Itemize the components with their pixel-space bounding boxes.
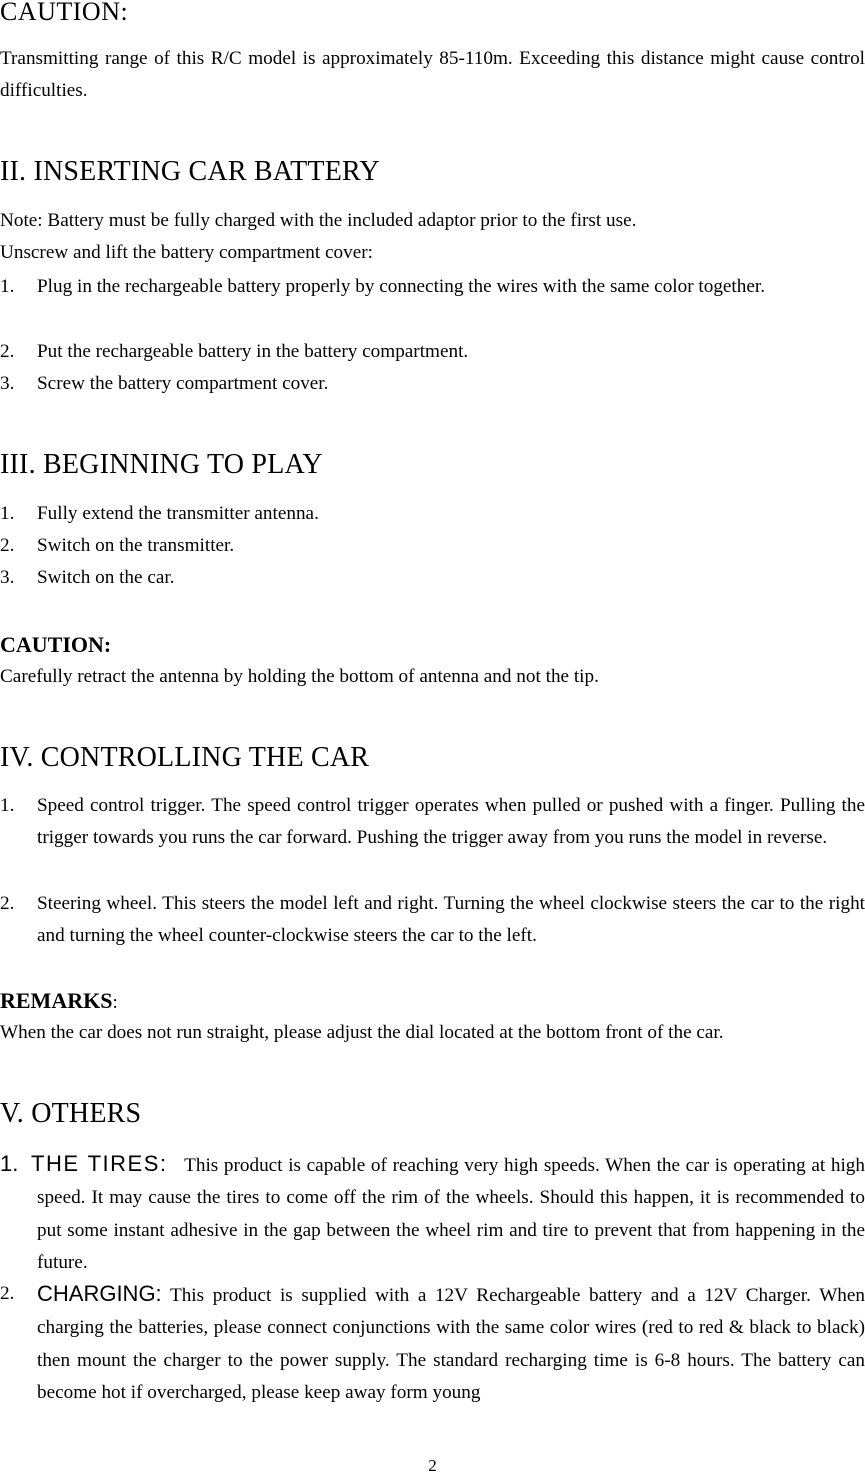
section-heading-others: V. OTHERS: [0, 1098, 142, 1129]
list-item: [0, 790, 865, 855]
battery-note: Note: Battery must be fully charged with the included adaptor prior to the first use.: [0, 210, 637, 231]
caution-subheading: CAUTION:: [0, 632, 112, 657]
list-number: 2.: [0, 1283, 15, 1304]
list-item: [0, 562, 865, 594]
list-number: 1.: [0, 276, 15, 297]
list-number: 3.: [0, 567, 15, 588]
tires-text: This product is capable of reaching very high speeds. When the car is operating at high speed. It may cause the tires to come off the rim of the wheels. Should this happen, it is recommended to put some instant adhesive in the gap between the wheel rim and tire to prevent that from happening in the future.: [37, 1155, 865, 1274]
list-number: 1.: [0, 795, 15, 816]
remarks-text: When the car does not run straight, please adjust the dial located at the bottom front of the car.: [0, 1022, 724, 1043]
section-heading-inserting-battery: II. INSERTING CAR BATTERY: [0, 156, 380, 187]
battery-intro: Unscrew and lift the battery compartment cover:: [0, 242, 373, 263]
charging-text: This product is supplied with a 12V Rechargeable battery and a 12V Charger. When charging the batteries, please connect conjunctions with the same color wires (red to red & black to black) then mount the charger to the power supply. The standard recharging time is 6-8 hours. The battery can become hot if overcharged, please keep away form young: [37, 1285, 865, 1404]
list-item: [0, 1278, 865, 1410]
list-text: Switch on the transmitter.: [37, 535, 235, 556]
list-number: 2.: [0, 535, 15, 556]
tires-lead: THE TIRES:: [31, 1151, 168, 1176]
list-item: [0, 368, 865, 400]
list-item: [0, 530, 865, 562]
remarks-title: REMARKS: [0, 988, 113, 1013]
list-text: Fully extend the transmitter antenna.: [37, 503, 319, 524]
caution-title: CAUTION:: [0, 0, 129, 26]
section-heading-controlling-car: IV. CONTROLLING THE CAR: [0, 742, 370, 773]
section-heading-beginning-to-play: III. BEGINNING TO PLAY: [0, 449, 323, 480]
list-text: [31, 1148, 865, 1280]
list-item: [0, 1148, 865, 1280]
list-text: [37, 1278, 865, 1410]
list-number: 1.: [0, 503, 15, 524]
list-item: [0, 888, 865, 953]
list-text: Steering wheel. This steers the model left and right. Turning the wheel clockwise steers the car to the right and turning the wheel counter-clockwise steers the car to the left.: [37, 893, 865, 947]
list-number: 2.: [0, 341, 15, 362]
remarks-colon: :: [112, 992, 118, 1013]
list-text: Switch on the car.: [37, 567, 175, 588]
remarks-heading: [0, 986, 865, 1018]
list-item: [0, 271, 865, 303]
list-text: Speed control trigger. The speed control trigger operates when pulled or pushed with a finger. Pulling the trigger towards you runs the car forward. Pushing the trigger away from you runs the model in reverse.: [37, 795, 865, 849]
list-number: 1.: [0, 1151, 19, 1176]
list-number: 3.: [0, 373, 15, 394]
list-item: [0, 336, 865, 368]
caution-antenna-text: Carefully retract the antenna by holding the bottom of antenna and not the tip.: [0, 666, 599, 687]
list-number: 2.: [0, 893, 15, 914]
list-text: Plug in the rechargeable battery properly by connecting the wires with the same color together.: [37, 276, 765, 297]
caution-text: Transmitting range of this R/C model is approximately 85-110m. Exceeding this distance might cause control difficulties.: [0, 48, 865, 102]
list-text: Put the rechargeable battery in the battery compartment.: [37, 341, 469, 362]
list-text: Screw the battery compartment cover.: [37, 373, 329, 394]
page-number: 2: [428, 1456, 437, 1475]
charging-lead: CHARGING:: [37, 1281, 162, 1306]
list-item: [0, 498, 865, 530]
